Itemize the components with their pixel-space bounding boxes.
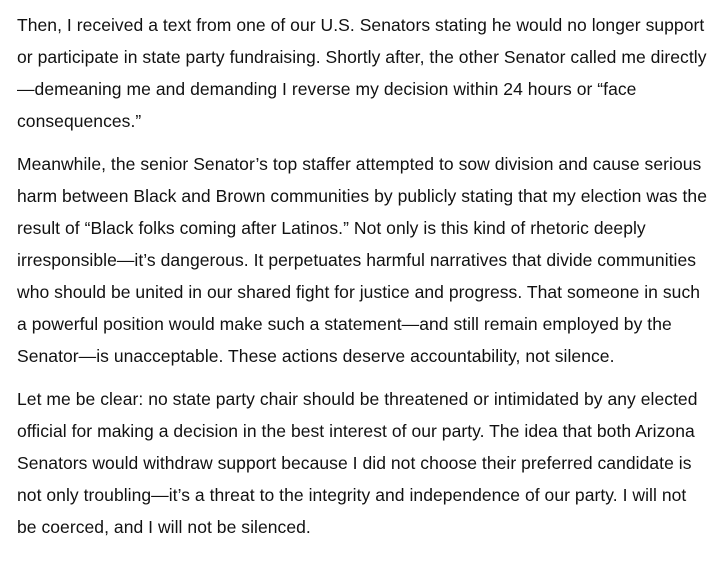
- paragraph-staffer-remarks: Meanwhile, the senior Senator’s top staffer attempted to sow division and cause serious harm between Black and Brown communities by publicly stating that my election was the result of “Black folks coming after Latinos.” Not only is this kind of rhetoric deeply irresponsible—it’s dangerous. It perpetuates harmful narratives that divide communities who should be united in our shared fight for justice and progress. That someone in such a powerful position would make such a statement—and still remain employed by the Senator—is unacceptable. These actions deserve accountability, not silence.: [17, 154, 707, 366]
- statement-text: [17, 9, 708, 543]
- paragraph-senators-response: Then, I received a text from one of our U.S. Senators stating he would no longer support or participate in state party fundraising. Shortly after, the other Senator called me directly—demeaning me and demanding I reverse my decision within 24 hours or “face consequences.”: [17, 15, 707, 131]
- paragraph-closing-statement: Let me be clear: no state party chair should be threatened or intimidated by any elected official for making a decision in the best interest of our party. The idea that both Arizona Senators would withdraw support because I did not choose their preferred candidate is not only troubling—it’s a threat to the integrity and independence of our party. I will not be coerced, and I will not be silenced.: [17, 389, 698, 537]
